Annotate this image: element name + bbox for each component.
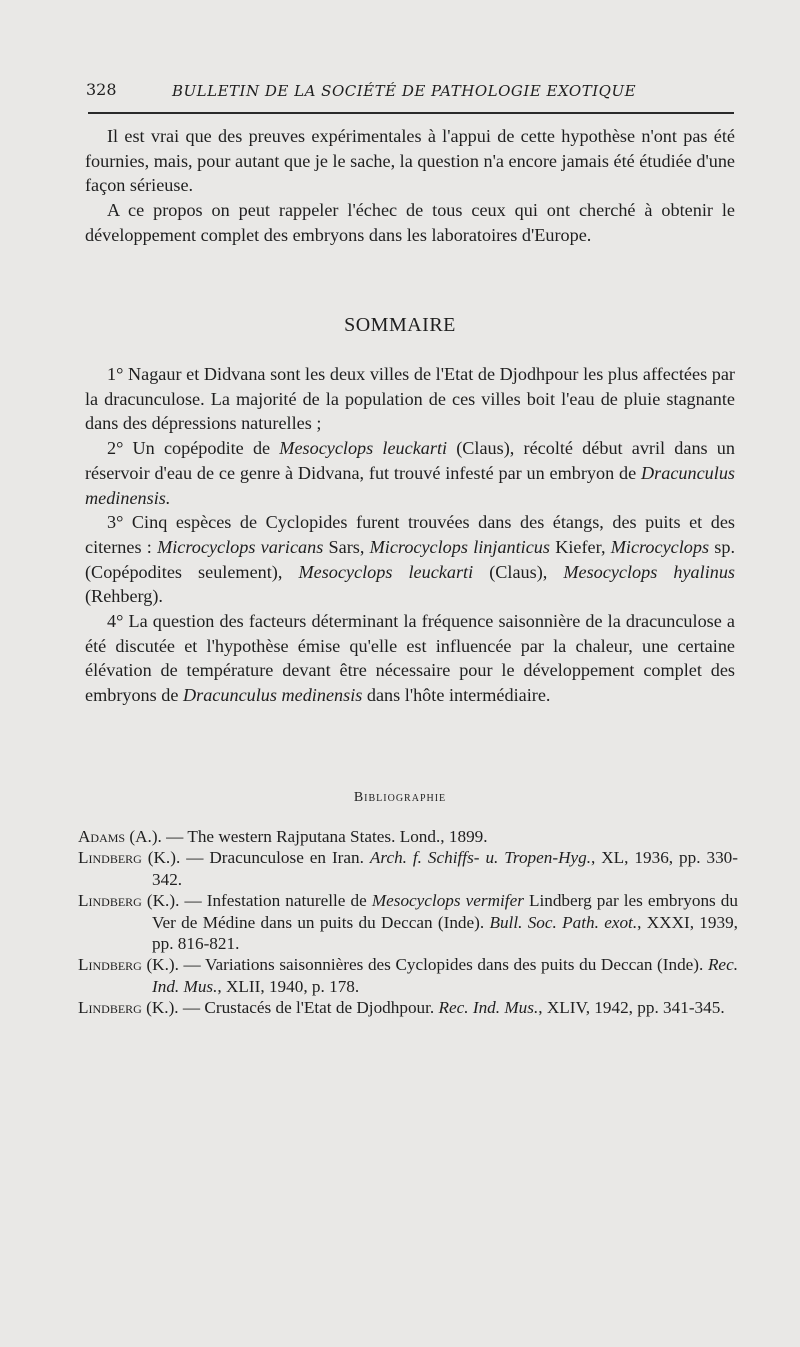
author-name: Adams [78,827,126,846]
journal-title: BULLETIN DE LA SOCIÉTÉ DE PATHOLOGIE EXOTIQUE [172,82,637,100]
text-run: Sars, [323,536,370,557]
author-name: Lindberg [78,955,142,975]
citation-text: , XL, 1936, pp. 330-342. [152,848,738,889]
species-name: Microcyclops linjanticus [369,536,550,557]
header-rule [88,112,734,114]
text-run: Kiefer, [549,536,611,557]
text-run: (Claus), récolté début avril dans un réservoir d'eau de ce genre à Didvana, fut trouvé infesté par un embryon de [85,438,735,483]
citation-text: (K.). — Crustacés de l'Etat de Djodhpour. [141,998,439,1018]
citation-text: (A.). — The western Rajputana States. Lond., 1899. [125,827,488,846]
text-run: sp. (Copépodites seulement), [85,536,736,582]
bibliography-entry [78,847,738,890]
citation-text: (K.). — Variations saisonnières des Cyclopides dans des puits du Deccan (Inde). [141,955,708,975]
species-name: Microcyclops [610,536,710,557]
text-run: (Rehberg). [85,586,163,607]
journal-name: Rec. Ind. Mus. [438,998,539,1018]
journal-name: Bull. Soc. Path. exot. [489,912,638,932]
species-name: Mesocyclops leuckarti [298,561,474,582]
journal-name: Rec. Ind. Mus. [152,955,738,996]
citation-text: , XLII, 1940, p. 178. [217,976,360,996]
text-run: 3° Cinq espèces de Cyclopides furent trouvées dans des étangs, des puits et des citernes : [85,512,735,557]
bibliography-entry [78,890,738,954]
author-name: Lindberg [78,891,142,911]
sommaire-text [85,362,735,708]
text-run: 4° La question des facteurs déterminant la fréquence saisonnière de la dracunculose a été discutée et l'hypothèse émise qu'elle est influencée par la chaleur, une certaine élévation de température devant être nécessaire pour le développement complet des embryons de [85,611,735,706]
intro-paragraph-1: Il est vrai que des preuves expérimentales à l'appui de cette hypothèse n'ont pas été fournies, mais, pour autant que je le sache, la question n'a encore jamais été étudiée d'une façon sérieuse. [85,126,735,196]
citation-text: (K.). — Infestation naturelle de [141,891,372,911]
journal-name: Arch. f. Schiffs- u. Tropen-Hyg. [369,848,592,868]
species-name: Microcyclops varicans [157,536,324,557]
text-run: 2° Un copépodite de [107,438,280,459]
author-name: Lindberg [78,848,142,868]
species-name: Mesocyclops leuckarti [279,438,448,459]
species-name: Mesocyclops hyalinus [563,561,736,582]
page-number: 328 [86,80,117,99]
bibliography-entry [78,826,738,847]
citation-text: Lindberg par les embryons du Ver de Médine dans un puits du Deccan (Inde). [152,891,738,932]
sommaire-item-4 [85,609,735,708]
species-name: Dracunculus medinensis. [85,462,735,508]
sommaire-item-1: 1° Nagaur et Didvana sont les deux villes de l'Etat de Djodhpour les plus affectées par la dracunculose. La majorité de la population de ces villes boit l'eau de pluie stagnante dans des dépressions naturelles ; [85,364,735,434]
intro-paragraph-2: A ce propos on peut rappeler l'échec de tous ceux qui ont cherché à obtenir le développement complet des embryons dans les laboratoires d'Europe. [85,200,735,245]
running-header [86,80,734,104]
sommaire-item-2 [85,436,735,510]
species-name: Mesocyclops vermifer [371,891,524,911]
bibliography-entry [78,954,738,997]
text-run: (Claus), [473,561,564,582]
citation-text: , XXXI, 1939, pp. 816-821. [152,912,738,954]
bibliography-entry [78,997,738,1018]
bibliography-list [78,826,738,1019]
author-name: Lindberg [78,998,142,1018]
citation-text: (K.). — Dracunculose en Iran. [141,848,370,868]
species-name: Dracunculus medinensis [183,685,363,706]
text-run: dans l'hôte intermédiaire. [362,685,551,706]
sommaire-heading: SOMMAIRE [344,314,456,336]
citation-text: , XLIV, 1942, pp. 341-345. [538,998,725,1018]
bibliography-heading: Bibliographie [353,790,447,805]
sommaire-item-3 [85,510,735,609]
intro-text [85,124,735,248]
